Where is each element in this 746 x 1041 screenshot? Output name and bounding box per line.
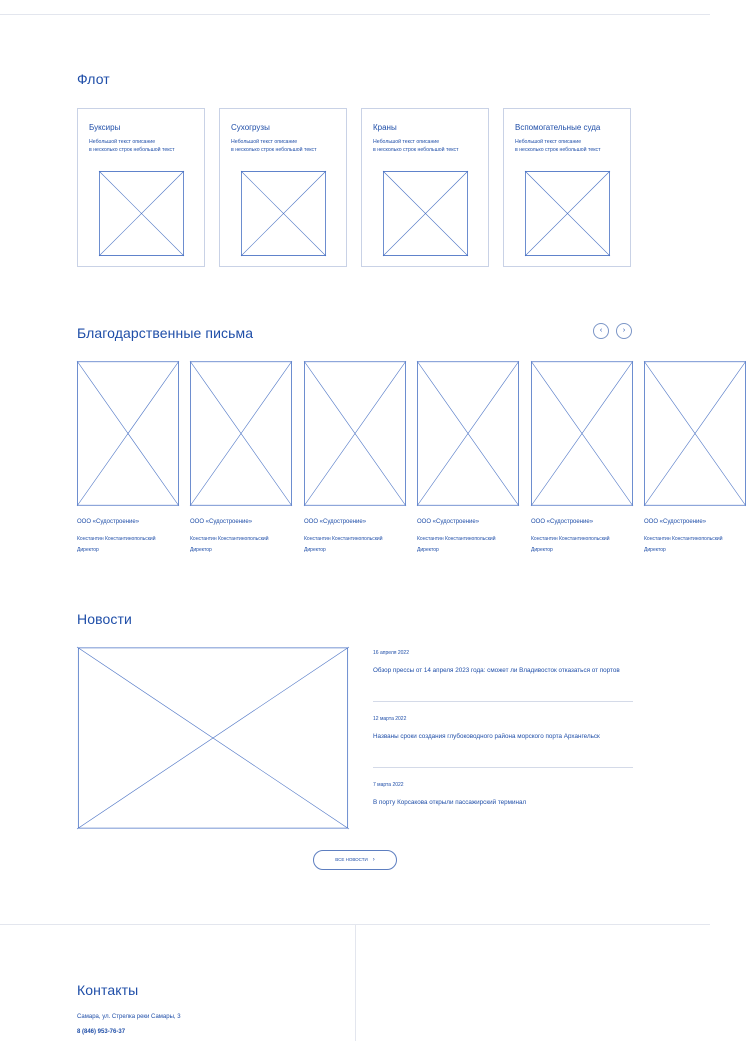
news-item[interactable]: [373, 650, 635, 677]
letter-company: ООО «Судостроение»: [531, 519, 594, 525]
footer-column-divider: [355, 924, 356, 1041]
letter-company: ООО «Судостроение»: [644, 519, 707, 525]
fleet-card-bulk-carriers[interactable]: [219, 108, 347, 267]
news-image-placeholder[interactable]: [77, 647, 349, 829]
letter-company: ООО «Судостроение»: [417, 519, 480, 525]
letter-role: Директор: [304, 546, 326, 553]
news-divider: [373, 767, 633, 768]
news-item[interactable]: [373, 782, 635, 809]
letter-image-placeholder: [190, 361, 292, 506]
image-placeholder: [525, 171, 610, 256]
letter-role: Директор: [531, 546, 553, 553]
image-placeholder: [383, 171, 468, 256]
fleet-card-description: Небольшой текст описание в несколько строк небольшой текст: [89, 139, 175, 153]
news-headline-link[interactable]: Обзор прессы от 14 апреля 2023 года: сможет ли Владивосток отказаться от портов: [373, 667, 620, 674]
fleet-card-title: Сухогрузы: [231, 123, 270, 132]
letter-role: Директор: [77, 546, 99, 553]
news-divider: [373, 701, 633, 702]
fleet-card-title: Вспомогательные суда: [515, 123, 601, 132]
letter-image-placeholder: [417, 361, 519, 506]
header-divider: [0, 14, 710, 15]
fleet-card-description: Небольшой текст описание в несколько строк небольшой текст: [231, 139, 317, 153]
letter-image-placeholder: [644, 361, 746, 506]
news-item[interactable]: [373, 716, 635, 743]
carousel-next-button[interactable]: [616, 323, 632, 339]
chevron-right-icon: ›: [622, 327, 626, 334]
news-headline-link[interactable]: В порту Корсакова открыли пассажирский терминал: [373, 799, 527, 806]
all-news-button[interactable]: [313, 850, 397, 870]
contact-address: Самара, ул. Стрелка реки Самары, 3: [77, 1014, 181, 1020]
contact-phone-link[interactable]: 8 (846) 953-76-37: [77, 1029, 126, 1035]
letter-person: Константин Константинопольский: [644, 536, 723, 542]
news-headline-link[interactable]: Названы сроки создания глубоководного района морского порта Архангельск: [373, 733, 600, 740]
fleet-card-description: Небольшой текст описание в несколько строк небольшой текст: [373, 139, 459, 153]
image-placeholder: [241, 171, 326, 256]
letter-role: Директор: [644, 546, 666, 553]
news-date: 7 марта 2022: [373, 782, 404, 788]
letter-role: Директор: [417, 546, 439, 553]
letters-section-title: Благодарственные письма: [77, 325, 254, 341]
letter-company: ООО «Судостроение»: [77, 519, 140, 525]
letter-company: ООО «Судостроение»: [190, 519, 253, 525]
carousel-prev-button[interactable]: [593, 323, 609, 339]
fleet-card-cranes[interactable]: [361, 108, 489, 267]
image-placeholder: [99, 171, 184, 256]
contacts-section-title: Контакты: [77, 982, 139, 998]
fleet-card-tugs[interactable]: [77, 108, 205, 267]
letter-role: Директор: [190, 546, 212, 553]
fleet-card-title: Буксиры: [89, 123, 121, 132]
fleet-card-description: Небольшой текст описание в несколько строк небольшой текст: [515, 139, 601, 153]
fleet-section-title: Флот: [77, 71, 110, 87]
chevron-right-icon: ›: [372, 857, 375, 863]
letter-person: Константин Константинопольский: [77, 536, 156, 542]
chevron-left-icon: ‹: [599, 327, 603, 334]
fleet-card-auxiliary-vessels[interactable]: [503, 108, 631, 267]
all-news-label: ВСЕ НОВОСТИ: [335, 857, 368, 862]
fleet-card-title: Краны: [373, 123, 397, 132]
news-date: 12 марта 2022: [373, 716, 407, 722]
letter-person: Константин Константинопольский: [190, 536, 269, 542]
letter-image-placeholder: [304, 361, 406, 506]
letter-company: ООО «Судостроение»: [304, 519, 367, 525]
letter-card[interactable]: [644, 361, 723, 561]
letter-image-placeholder: [77, 361, 179, 506]
letter-person: Константин Константинопольский: [531, 536, 610, 542]
letter-image-placeholder: [531, 361, 633, 506]
news-section-title: Новости: [77, 611, 132, 627]
letter-person: Константин Константинопольский: [417, 536, 496, 542]
letter-person: Константин Константинопольский: [304, 536, 383, 542]
news-date: 16 апреля 2022: [373, 650, 409, 656]
